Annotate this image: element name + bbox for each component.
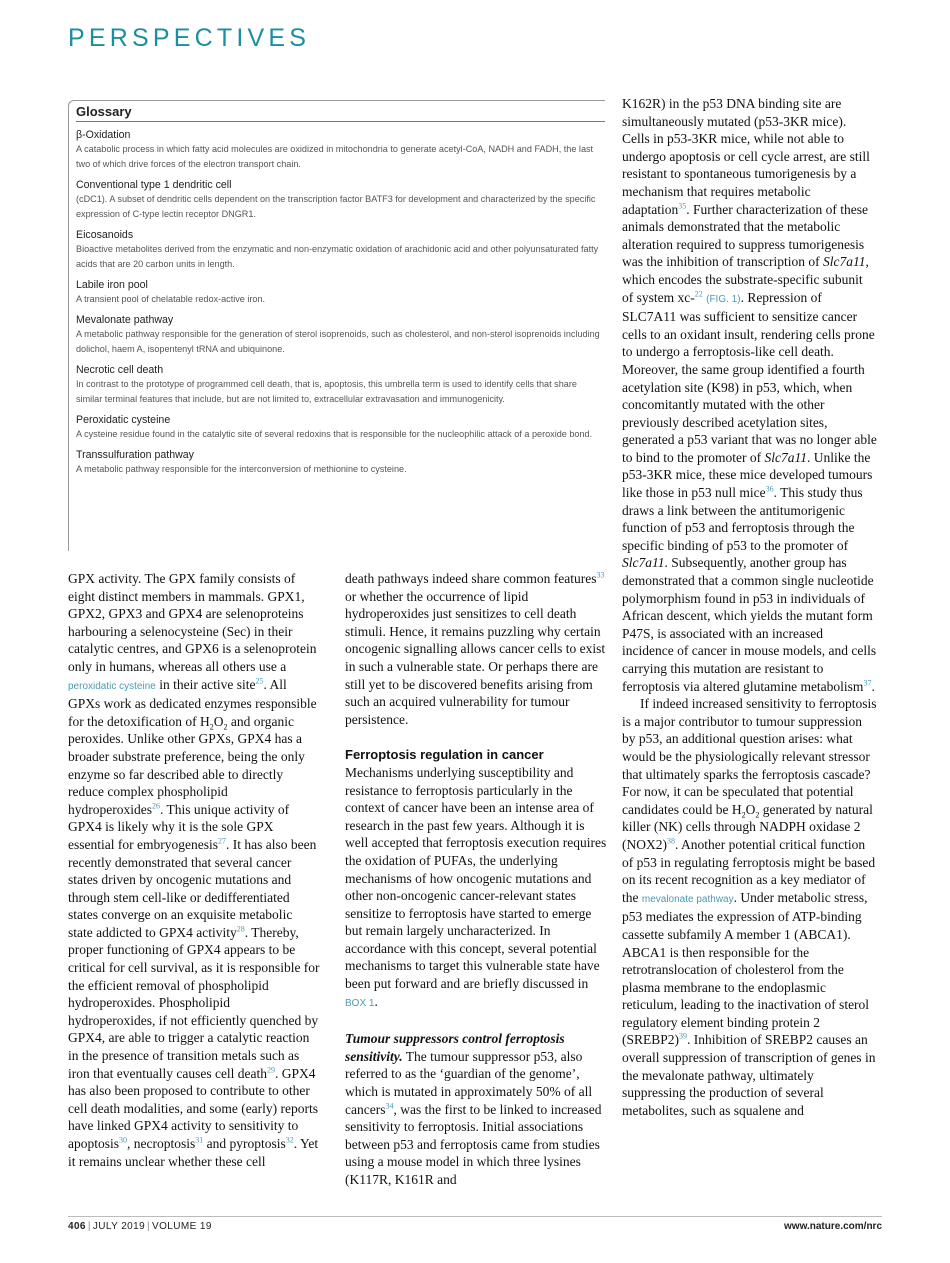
reference-citation[interactable]: 30 [119,1135,128,1145]
gene-name: Slc7a11 [764,449,807,465]
cross-reference-link[interactable]: mevalonate pathway [641,893,734,905]
text-run: . Subsequently, another group has demonstrated that a common single nucleotide polymorphism found in p53 in individuals of African descent, which yields the mutant form P47S, is associated with an increased incidence of cancer in mouse models, and cells carrying this mutation are resistant to ferroptosis via altered glutamine metabolism [622,555,877,694]
gene-name: Slc7a11 [822,254,866,270]
glossary-term: Eicosanoids [76,229,134,241]
text-run: , necroptosis [127,1136,196,1151]
glossary-term: Necrotic cell death [76,364,164,376]
cross-reference-link[interactable]: (FIG. 1) [706,293,741,305]
text-run: O [745,801,756,817]
footer-divider [68,1216,882,1217]
glossary-term: Peroxidatic cysteine [76,414,171,426]
text-run: generated by natural killer (NK) cells through NADPH oxidase 2 (NOX2) [622,801,873,852]
text-run: . All GPXs work as dedicated enzymes responsible for the detoxification of H [68,676,317,729]
text-run: and organic peroxides. Unlike other GPXs, GPX4 has a broader substrate preference, being the only enzyme so far described able to directly reduce complex phospholipid hydroperoxides [68,713,305,817]
glossary-term: β-Oxidation [76,129,131,141]
text-run: , which encodes the substrate-specific subunit of system xc- [622,254,869,305]
glossary-definition: A metabolic pathway responsible for the generation of sterol isoprenoids, such as cholesterol, and non-sterol isoprenoids including dolichol, haem A, isopentenyl tRNA and ubiquinone. [76,329,600,354]
text-run: . Yet it remains unclear whether these cell [68,1136,319,1169]
text-run: death pathways indeed share common features [345,571,597,586]
section-header: PERSPECTIVES [68,24,311,52]
text-run: O [213,713,224,729]
glossary-term: Conventional type 1 dendritic cell [76,179,232,191]
body-paragraph [622,695,877,1119]
text-run: . Thereby, proper functioning of GPX4 appears to be critical for cell survival, as it is responsible for the efficient removal of phospholipid hydroperoxides. Phospholipid hydroperoxides, if not efficiently quenched by GPX4, are able to trigger a catalytic reaction in the presence of transition metals such as iron that eventually causes cell death [68,924,320,1081]
text-run: and pyroptosis [203,1136,286,1151]
glossary-entry [76,364,605,407]
text-run: or whether the occurrence of lipid hydroperoxides just sensitizes to cell death stimuli. Hence, it remains puzzling why certain oncogenic signalling allows cancer cells to exist in such a vulnerable state. Or perhaps there are still yet to be discovered benefits arising from such an acquired vulnerability for tumour persistence. [345,588,606,727]
glossary-entry [76,279,605,307]
text-run: GPX activity. The GPX family consists of eight distinct members in mammals. GPX1, GPX2, GPX3 and GPX4 are selenoproteins harbouring a selenocysteine (Sec) in their catalytic centres, and GPX6 is a selenoprotein only in humans, whereas all others use a [68,571,317,674]
text-run: , was the first to be linked to increased sensitivity to ferroptosis. Initial associations between p53 and ferroptosis came from studies using a mouse model in which three lysines (K117R, K161R and [345,1101,602,1187]
reference-citation[interactable]: 26 [151,801,160,811]
glossary-entry [76,179,605,222]
text-run: . It has also been recently demonstrated that several cancer states driven by oncogenic mutations and through stem cell-like or dedifferentiated states converge on an exquisite metabolic state addicted to GPX4 activity [68,836,317,940]
glossary-term: Labile iron pool [76,279,148,291]
glossary-term: Mevalonate pathway [76,314,174,326]
reference-citation[interactable]: 27 [217,836,226,846]
section-heading [345,746,607,764]
glossary-definition: A catabolic process in which fatty acid molecules are oxidized in mitochondria to generate acetyl-CoA, NADH and FADH, the last two of which drive forces of the electron transport chain. [76,144,594,169]
text-run: . [871,678,875,694]
glossary-entry [76,229,605,272]
text-column-1 [68,570,320,1170]
text-run: K162R) in the p53 DNA binding site are simultaneously mutated (p53-3KR mice). Cells in p53-3KR mice, while not able to undergo apoptosis or cell cycle arrest, are still resistant to spontaneous tumorigenesis by a mechanism that requires metabolic adaptation [622,96,870,217]
subscript: 2 [741,810,746,820]
reference-citation[interactable]: 28 [236,924,245,934]
reference-citation[interactable]: 29 [267,1065,276,1075]
glossary-definition: Bioactive metabolites derived from the enzymatic and non-enzymatic oxidation of arachidonic acid and other polyunsaturated fatty acids that are 20 carbon units in length. [76,244,599,269]
gene-name: Slc7a11 [622,555,665,571]
volume: VOLUME 19 [152,1221,212,1232]
text-column-3 [622,95,877,1119]
glossary-definition: A cysteine residue found in the catalytic site of several redoxins that is responsible for the nucleophilic attack of a peroxide bond. [76,429,593,439]
glossary-entry [76,314,605,357]
body-paragraph [345,764,607,1012]
text-run: Mechanisms underlying susceptibility and resistance to ferroptosis particularly in the context of cancer have been an intense area of research in the past few years. Although it is well accepted that ferroptosis execution requires the oxidation of PUFAs, the underlying mechanisms of how oncogenic mutations and other non-oncogenic cancer-relevant states sensitize to ferroptosis have started to emerge but remain largely uncharacterized. In accordance with this concept, several potential mechanisms to target this vulnerable state have been put forward and are briefly discussed in [345,764,607,992]
text-run: . Unlike the p53-3KR mice, these mice developed tumours like those in p53 null mice [622,449,873,501]
subscript: 2 [755,810,760,820]
text-run: . [374,993,378,1009]
reference-citation[interactable]: 35 [678,201,687,211]
reference-citation[interactable]: 38 [667,836,675,846]
body-paragraph [68,570,320,1170]
text-run: The tumour suppressor p53, also referred to as the ‘guardian of the genome’, which is mutated in approximately 50% of all cancers [345,1048,593,1117]
reference-citation[interactable]: 25 [255,676,264,686]
glossary-definition: In contrast to the prototype of programmed cell death, that is, apoptosis, this umbrella term is used to identify cells that share similar terminal features that include, but are not limited to, extracellular extravasation and immunogenicity. [76,379,577,404]
glossary-box [68,100,605,551]
cross-reference-link[interactable]: BOX 1 [345,997,375,1009]
reference-citation[interactable]: 36 [765,484,774,494]
footer-citation: 406 | JULY 2019 | VOLUME 19 [68,1221,212,1232]
body-paragraph [345,1030,607,1188]
cross-reference-link[interactable]: peroxidatic cysteine [68,680,156,692]
subscript: 2 [223,722,228,732]
reference-citation[interactable]: 34 [385,1101,394,1111]
text-column-2 [345,570,607,1189]
glossary-definition: A transient pool of chelatable redox-active iron. [76,294,266,304]
text-run: . Another potential critical function of p53 in regulating ferroptosis might be based on its recent recognition as a key mediator of the [622,836,876,905]
body-paragraph [345,570,607,728]
reference-citation[interactable]: 37 [863,678,872,688]
text-run: . This unique activity of GPX4 is likely why it is the sole GPX essential for embryogenesis [68,801,290,852]
text-run: If indeed increased sensitivity to ferroptosis is a major contributor to tumour suppression by p53, an additional question arises: what would be the physiologically relevant stressor that ultimately sparks the ferroptosis cascade? For now, it can be speculated that potential candidates could be H [622,696,877,817]
reference-citation[interactable]: 31 [195,1135,204,1145]
glossary-term: Transsulfuration pathway [76,449,194,461]
reference-citation[interactable]: 39 [679,1031,688,1041]
reference-citation[interactable]: 22 [694,289,703,299]
page-number: 406 [68,1221,86,1232]
glossary-title: Glossary [76,104,605,122]
subscript: 2 [209,722,214,732]
journal-url[interactable]: www.nature.com/nrc [784,1221,882,1232]
subsection-heading: Tumour suppressors control ferroptosis sensitivity. [345,1031,565,1064]
text-run: . Further characterization of these animals demonstrated that the metabolic alteration required to suppress tumorigenesis was the inhibition of transcription of [622,201,869,270]
glossary-definition: (cDC1). A subset of dendritic cells dependent on the transcription factor BATF3 for development and characterized by the specific expression of C-type lectin receptor DNGR1. [76,194,596,219]
glossary-entry [76,449,605,477]
text-run: . Under metabolic stress, p53 mediates the expression of ATP-binding cassette subfamily A member 1 (ABCA1). ABCA1 is then responsible for the retrotranslocation of cholesterol from the plasma membrane to the endoplasmic reticulum, leading to the inactivation of sterol regulatory element binding protein 2 (SREBP2) [622,889,870,1048]
glossary-entry [76,129,605,172]
reference-citation[interactable]: 33 [596,570,605,580]
text-run: . This study thus draws a link between the antitumorigenic function of p53 and ferroptosis through the specific binding of p53 to the promoter of [622,485,863,553]
text-run: Ferroptosis regulation in cancer [345,747,544,763]
glossary-definition: A metabolic pathway responsible for the interconversion of methionine to cysteine. [76,464,407,474]
text-run: . Repression of SLC7A11 was sufficient to sensitize cancer cells to an oxidant insult, rendering cells prone to undergo a ferroptosis-like cell death. Moreover, the same group identified a fourth acetylation site (K98) in p53, which, when concomitantly mutated with the other previously described acetylation sites, generated a p53 variant that was no longer able to bind to the promoter of [622,289,877,465]
text-run: . Inhibition of SREBP2 causes an overall suppression of transcription of genes in the mevalonate pathway, ultimately suppressing the production of several metabolites, such as squalene and [622,1032,876,1118]
glossary-entry [76,414,605,442]
issue-date: JULY 2019 [92,1221,146,1232]
text-run: . GPX4 has also been proposed to contribute to other cell death modalities, and some (early) reports have linked GPX4 activity to sensitivity to apoptosis [68,1065,319,1151]
text-run: in their active site [155,676,256,692]
reference-citation[interactable]: 32 [285,1135,294,1145]
body-paragraph [622,95,877,695]
